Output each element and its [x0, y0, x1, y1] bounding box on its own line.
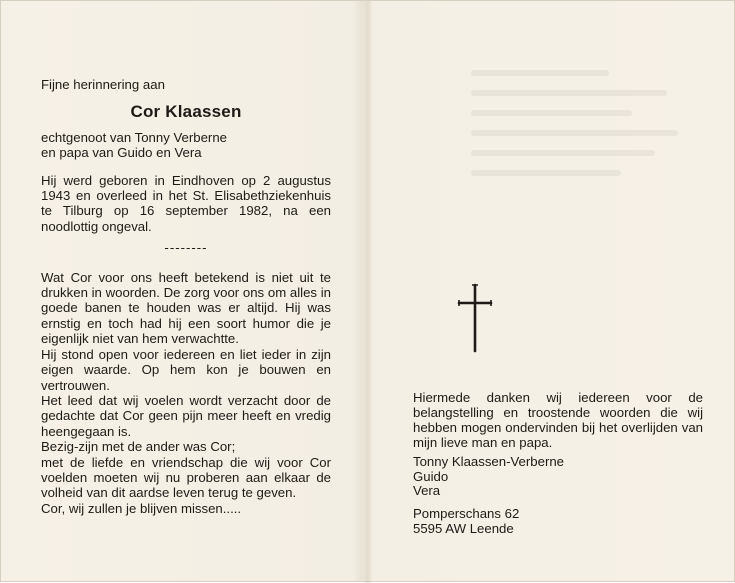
- relation-children: en papa van Guido en Vera: [41, 145, 202, 161]
- card-fold: [363, 1, 373, 583]
- address: [413, 507, 703, 537]
- intro-line: Fijne herinnering aan: [41, 77, 165, 92]
- deceased-name: Cor Klaassen: [130, 102, 242, 122]
- latin-cross-icon: [453, 283, 497, 353]
- biography-text: Hij werd geboren in Eindhoven op 2 augustus 1943 en overleed in het St. Elisabethziekenhuis te Tilburg op 16 september 1982, na een noodlottig ongeval.: [41, 172, 331, 234]
- signers: [413, 455, 703, 500]
- address-city: 5595 AW Leende: [413, 521, 514, 537]
- signer-name: Vera: [413, 483, 441, 499]
- tribute-text: [41, 270, 331, 517]
- thanks-text: Hiermede danken wij iedereen voor de belangstelling en troostende woorden die wij hebben mogen ondervinden bij het overlijden van mijn lieve man en papa.: [413, 390, 703, 450]
- tribute-paragraph: Wat Cor voor ons heeft betekend is niet uit te drukken in woorden. De zorg voor ons om alles in goede banen te houden was er altijd. Hij was ernstig en toch had hij een soort humor die je eigenlijk niet van hem verwachtte.: [41, 269, 331, 347]
- tribute-paragraph: Bezig-zijn met de ander was Cor;: [41, 439, 236, 455]
- signer-name: Guido: [413, 468, 449, 484]
- tribute-paragraph: Hij stond open voor iedereen en liet ieder in zijn eigen waarde. Op hem kon je bouwen en vertrouwen.: [41, 346, 331, 393]
- tribute-closing: Cor, wij zullen je blijven missen.....: [41, 500, 242, 516]
- tribute-paragraph: met de liefde en vriendschap die wij voor Cor voelden moeten wij nu proberen aan elkaar de volheid van dit aardse leven terug te geven.: [41, 454, 331, 501]
- tribute-paragraph: Het leed dat wij voelen wordt verzacht door de gedachte dat Cor geen pijn meer heeft en vredig heengegaan is.: [41, 392, 331, 439]
- show-through-text: [471, 56, 701, 256]
- separator: --------: [164, 240, 208, 256]
- left-panel: [41, 77, 331, 516]
- signer-name: Tonny Klaassen-Verberne: [413, 453, 565, 469]
- address-street: Pomperschans 62: [413, 506, 520, 522]
- relation-spouse: echtgenoot van Tonny Verberne: [41, 129, 227, 145]
- right-panel: [413, 391, 703, 537]
